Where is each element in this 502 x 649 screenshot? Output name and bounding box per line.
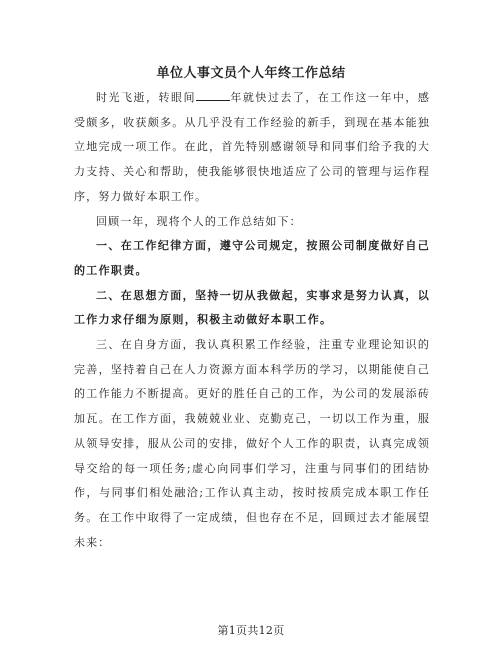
page-number-footer: 第1页共12页	[217, 624, 285, 637]
heading-work-discipline: 一、在工作纪律方面，遵守公司规定，按照公司制度做好自己的工作职责。	[74, 239, 430, 277]
intro-text-start: 时光飞逝，转眼间	[96, 91, 196, 104]
paragraph-self-aspect: 三、在自身方面，我认真积累工作经验，注重专业理论知识的完善，坚持着自己在人力资源方面本科学历的学习，以期能使自己的工作能力不断提高。更好的胜任自己的工作，为公司的发展添砖加瓦。在工作方面，我兢兢业业、克勤克己，一切以工作为重，服从领导安排，服从公司的安排，做好个人工作的职责，认真完成领导交给的每一项任务;虚心向同事们学习，注重与同事们的团结协作，与同事们相处融洽;工作认真主动，按时按质完成本职工作任务。在工作中取得了一定成绩，但也存在不足，回顾过去才能展望未来：	[74, 338, 430, 549]
paragraph-review: 回顾一年，现将个人的工作总结如下：	[96, 214, 302, 228]
document-body	[74, 86, 430, 555]
paragraph-intro	[74, 86, 430, 210]
document-title: 单位人事文员个人年终工作总结	[156, 66, 346, 81]
heading-ideology: 二、在思想方面，坚持一切从我做起，实事求是努力认真，以工作力求仔细为原则，积极主动做好本职工作。	[74, 288, 430, 327]
intro-text-rest: 年就快过去了，在工作这一年中，感受颇多，收获颇多。从几乎没有工作经验的新手，到现在基本能独立地完成一项工作。在此，首先特别感谢领导和同事们给予我的大力支持、关心和帮助，使我能够很快地适应了公司的管理与运作程序，努力做好本职工作。	[74, 91, 430, 203]
year-blank-underline	[196, 89, 230, 101]
